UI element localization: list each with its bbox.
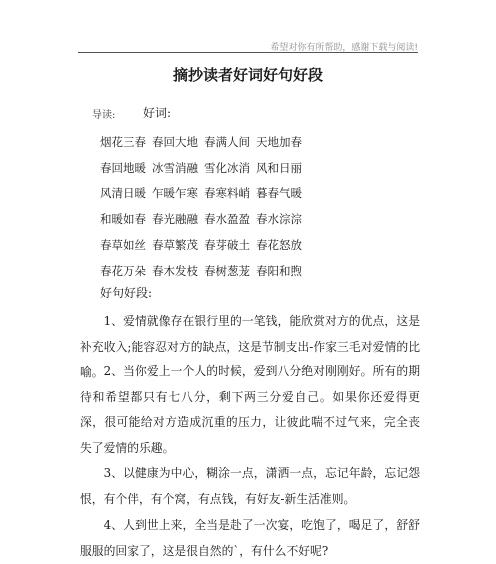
word-row [100, 156, 308, 182]
page-title: 摘抄读者好词好句好段 [172, 66, 323, 84]
word-item: 风清日暖 [100, 186, 146, 201]
word-item: 春木发枝 [152, 263, 198, 278]
word-item: 春水盈盈 [204, 212, 250, 227]
word-item: 春草如丝 [100, 237, 146, 252]
guide-label: 导读: [92, 110, 116, 121]
word-item: 冰雪消融 [152, 160, 198, 175]
words-heading: 好词: [143, 106, 172, 120]
word-item: 春草繁茂 [152, 237, 198, 252]
header-note: 希望对你有所帮助，感谢下载与阅读! [270, 43, 418, 53]
word-row [100, 207, 308, 233]
word-row [100, 233, 308, 259]
word-item: 春回地暖 [100, 160, 146, 175]
word-row [100, 259, 308, 285]
word-item: 春满人间 [204, 135, 250, 149]
word-item: 暮春气暖 [256, 186, 302, 201]
word-item: 春光融融 [152, 212, 198, 227]
word-row [100, 130, 308, 156]
word-item: 春树葱茏 [204, 263, 250, 278]
paragraph-3: 3、以健康为中心，糊涂一点，潇洒一点，忘记年龄，忘记怨恨，有个伴，有个窝，有点钱，有好友-新生活准则。 [80, 466, 420, 506]
word-item: 春花万朵 [100, 263, 146, 278]
word-list [100, 130, 308, 284]
word-item: 春水淙淙 [256, 212, 302, 227]
sentences-heading: 好句好段: [100, 286, 153, 300]
word-item: 风和日丽 [256, 160, 302, 175]
header-divider [78, 52, 418, 53]
word-item: 春花怒放 [256, 237, 302, 252]
word-item: 春寒料峭 [204, 186, 250, 201]
word-item: 烟花三春 [100, 135, 146, 149]
word-item: 春芽破土 [204, 237, 250, 252]
word-item: 和暖如春 [100, 212, 146, 227]
paragraph-2: 2、当你爱上一个人的时候，爱到八分绝对刚刚好。所有的期待和希望都只有七八分，剩下两三分爱自己。如果你还爱得更深，很可能给对方造成沉重的压力，让彼此喘不过气来，完全丧失了爱情的乐趣。 [80, 364, 420, 456]
word-item: 春阳和煦 [256, 263, 302, 278]
word-item: 春回大地 [152, 135, 198, 149]
word-row [100, 181, 308, 207]
paragraph-4: 4、人到世上来，全当是赴了一次宴，吃饱了，喝足了，舒舒服服的回家了，这是很自然的`，有什么不好呢? [80, 518, 420, 558]
word-item: 天地加春 [256, 135, 302, 149]
word-item: 乍暖乍寒 [152, 186, 198, 201]
paragraph-1: 1、爱情就像存在银行里的一笔钱，能欣赏对方的优点，这是补充收入;能容忍对方的缺点，这是节制支出-作家三毛对爱情的比喻。 [80, 314, 420, 380]
word-item: 雪化冰消 [204, 160, 250, 175]
